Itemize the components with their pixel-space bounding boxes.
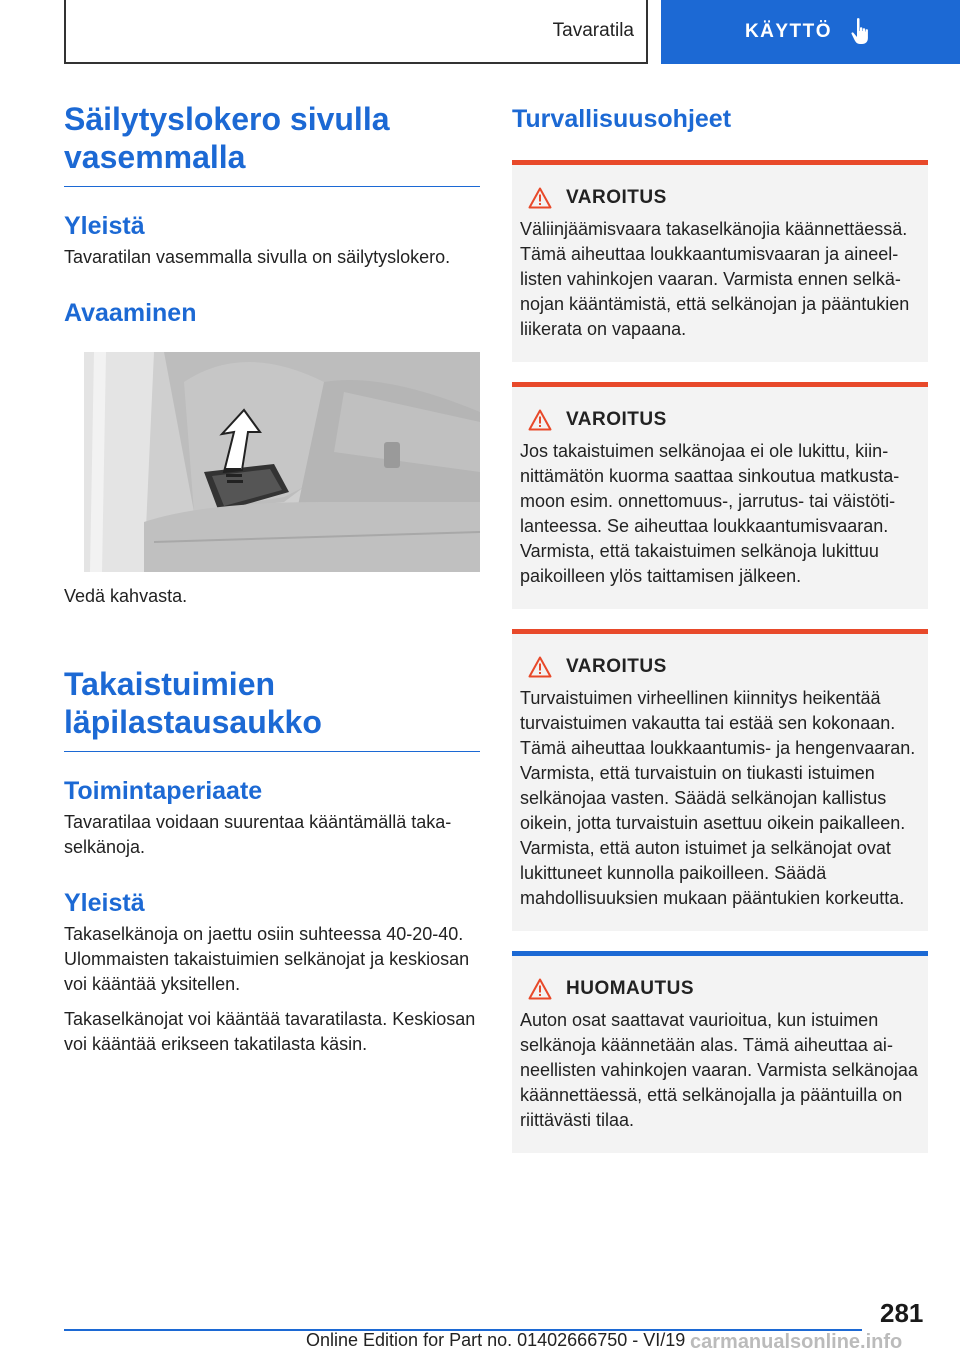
principle-subheading: Toimintaperiaate bbox=[64, 777, 263, 805]
storage-compartment-photo bbox=[84, 352, 480, 572]
storage-compartment-illustration bbox=[84, 352, 480, 572]
storage-compartment-heading: Säilytyslokero sivulla vasemmalla bbox=[64, 100, 480, 187]
safety-heading: Turvallisuusohjeet bbox=[512, 105, 732, 133]
general-paragraph-3: Takaselkänojat voi kääntää tavaratilasta. Keskiosan voi kääntää erikseen takatilasta käsin. bbox=[64, 1009, 476, 1054]
warning-triangle-icon bbox=[528, 409, 552, 431]
opening-subheading: Avaaminen bbox=[64, 299, 197, 327]
warning-label: VAROITUS bbox=[566, 187, 667, 208]
general-subheading-2: Yleistä bbox=[64, 889, 145, 917]
warning-text: Väliinjäämisvaara takaselkänojia käännettäessä. Tämä aiheuttaa loukkaantumisvaaran ja aineellisten vahinkojen vaaran. Varmista ennen selkänojan kääntämistä, että selkänojan ja pääntukien liikerata on vapaana. bbox=[520, 219, 910, 339]
warning-label: VAROITUS bbox=[566, 656, 667, 677]
photo-caption: Vedä kahvasta. bbox=[64, 586, 188, 606]
notice-text: Auton osat saattavat vaurioitua, kun istuimen selkänoja käännetään alas. Tämä aiheuttaa aineellisten vahinkojen vaaran. Varmista selkänojaa käännettäessä, että selkänojalla ja pääntuilla on riittävästi tilaa. bbox=[520, 1010, 918, 1130]
general-subheading: Yleistä bbox=[64, 212, 145, 240]
notice-label: HUOMAUTUS bbox=[566, 978, 694, 999]
principle-paragraph: Tavaratilaa voidaan suurentaa kääntämällä takaselkänoja. bbox=[64, 812, 452, 857]
header-section-title: Tavaratila bbox=[552, 20, 634, 41]
watermark: carmanualsonline.info bbox=[690, 1331, 903, 1353]
notice-box bbox=[512, 951, 928, 1153]
header-chapter-box bbox=[661, 0, 960, 64]
warning-label: VAROITUS bbox=[566, 409, 667, 430]
warning-box bbox=[512, 382, 928, 609]
header-chapter-title: KÄYTTÖ bbox=[744, 21, 833, 42]
right-column bbox=[512, 100, 928, 1153]
pointing-hand-icon bbox=[850, 17, 876, 47]
left-column bbox=[64, 100, 480, 1057]
footer-edition: Online Edition for Part no. 01402666750 - VI/19 bbox=[306, 1330, 686, 1350]
warning-box bbox=[512, 160, 928, 362]
warning-text: Turvaistuimen virheellinen kiinnitys heikentää turvaistuimen vakautta tai estää sen kokonaan. Tämä aiheuttaa loukkaantumis- ja hengenvaaran. Varmista, että turvaistuin on tiukasti istuimen selkänojaa vasten. Säädä selkänojan kallistus oikein, jotta turvaistuin asettuu oikein paikalleen. Varmista, että auton istuimet ja selkänojat ovat lukittuneet kunnolla paikoilleen. Säädä mahdollisuuksien mukaan pääntukien korkeutta. bbox=[520, 688, 916, 908]
warning-triangle-icon bbox=[528, 656, 552, 678]
pass-through-heading: Takaistuimien läpilastausaukko bbox=[64, 665, 480, 752]
general-paragraph: Tavaratilan vasemmalla sivulla on säilytyslokero. bbox=[64, 247, 451, 267]
page-number: 281 bbox=[880, 1298, 924, 1328]
notice-triangle-icon bbox=[528, 978, 552, 1000]
header-section-box bbox=[64, 0, 648, 64]
warning-triangle-icon bbox=[528, 187, 552, 209]
warning-box bbox=[512, 629, 928, 931]
general-paragraph-2: Takaselkänoja on jaettu osiin suhteessa 40-20-40. Ulommaisten takaistuimien selkänojat ja keskiosan voi kääntää yksitellen. bbox=[64, 924, 470, 994]
warning-text: Jos takaistuimen selkänojaa ei ole lukittu, kiinnittämätön kuorma saattaa sinkoutua matkustamoon esim. onnettomuus-, jarrutus- tai väistötilanteessa. Se aiheuttaa loukkaantumisvaaran. Varmista, että takaistuimen selkänoja lukittuu paikoilleen ylös taittamisen jälkeen. bbox=[520, 441, 900, 586]
